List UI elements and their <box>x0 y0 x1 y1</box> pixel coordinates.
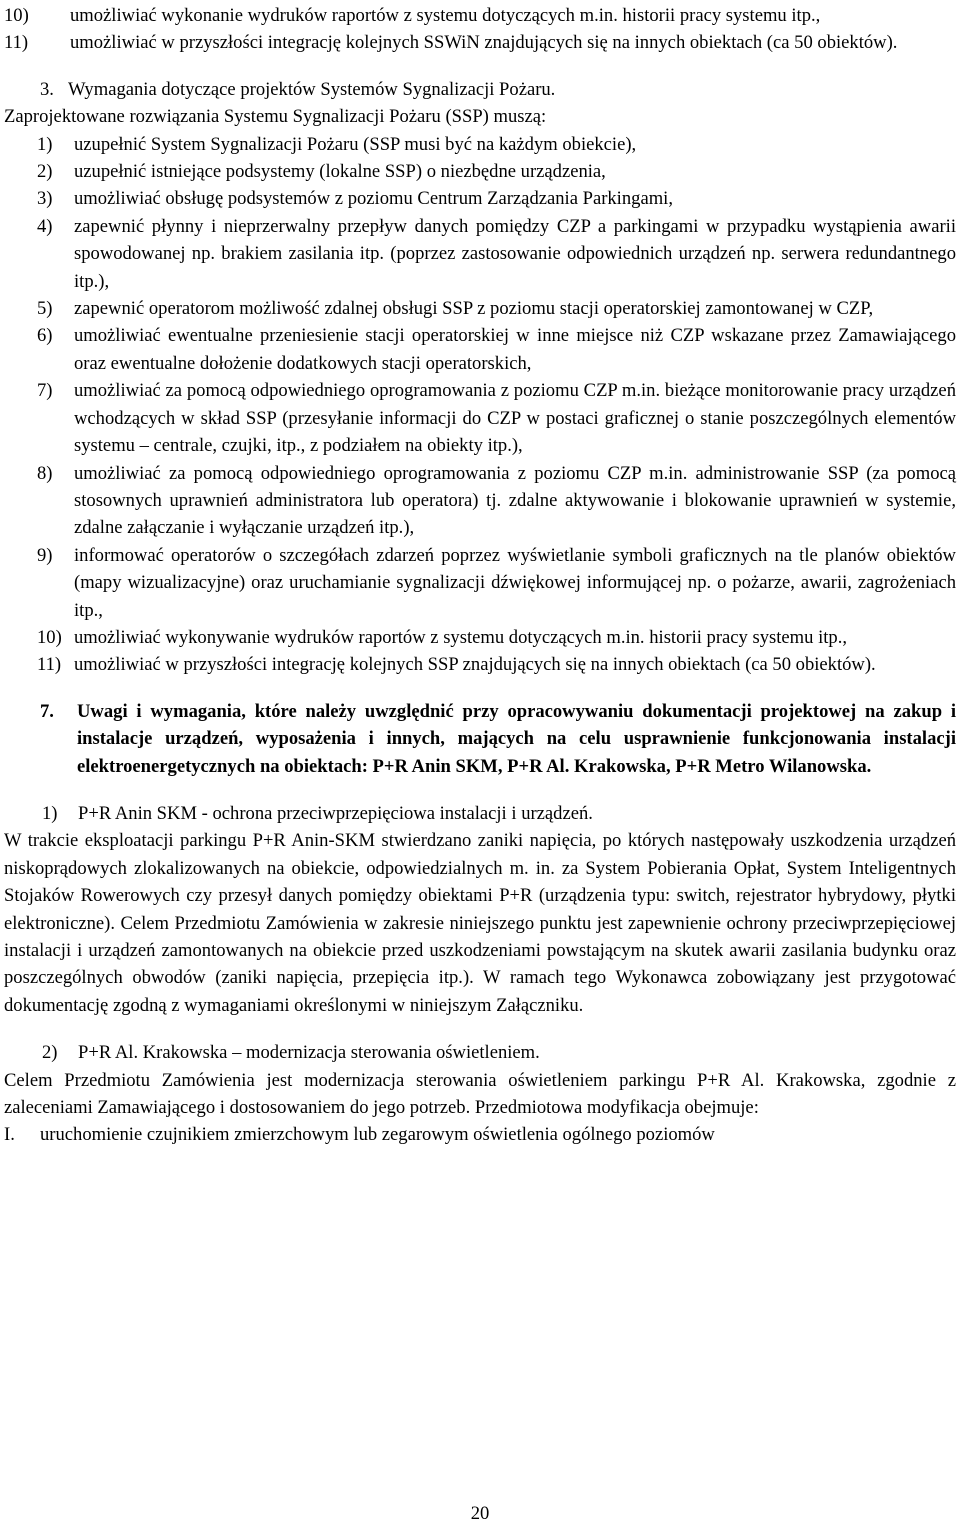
page-number: 20 <box>470 1503 490 1524</box>
item-number: 4) <box>37 215 53 237</box>
item-number: 10) <box>4 5 29 26</box>
item-number: 11) <box>37 654 62 676</box>
section-7-heading <box>4 698 956 780</box>
list-item <box>37 131 956 158</box>
item-number: 2) <box>37 161 53 183</box>
section-3-heading <box>4 76 956 103</box>
item-number: 9) <box>37 544 53 566</box>
list-item <box>37 158 956 185</box>
subsection-number: 1) <box>42 802 58 824</box>
item-text: umożliwiać za pomocą odpowiedniego oprogramowania z poziomu CZP m.in. bieżące monitorowanie pracy urządzeń wchodzących w skład SSP (przesyłanie informacji do CZP w postaci graficznej o stanie poszczególnych elementów systemu – centrale, czujki, itp., z podziałem na obiekty itp.), <box>74 380 956 457</box>
list-item <box>37 651 956 678</box>
subsection-1-heading <box>4 800 956 827</box>
list-item <box>37 542 956 624</box>
item-number: 3) <box>37 188 53 210</box>
section-title: Uwagi i wymagania, które należy uwzględnić przy opracowywaniu dokumentacji projektowej na zakup i instalacje urządzeń, wyposażenia i innych, mających na celu usprawnienie funkcjonowania instalacji elektroenergetycznych na obiektach: P+R Anin SKM, P+R Al. Krakowska, P+R Metro Wilanowska. <box>77 700 956 777</box>
subsection-title: P+R Al. Krakowska – modernizacja sterowania oświetleniem. <box>78 1042 540 1064</box>
paragraph-anin: W trakcie eksploatacji parkingu P+R Anin-SKM stwierdzano zaniki napięcia, po których następowały uszkodzenia urządzeń niskoprądowych zlokalizowanych na obiekcie, odpowiedzialnych m. in. za System Pobierania Opłat, System Inteligentnych Stojaków Rowerowych czy przesył danych pomiędzy obiektami P+R (urządzenia typu: switch, rejestrator hybrydowy, płytki elektroniczne). Celem Przedmiotu Zamówienia w zakresie niniejszego punktu jest zapewnienie ochrony przeciwprzepięciowej instalacji i urządzeń zamontowanych na obiekcie przed uszkodzeniami powstającym na skutek awarii zasilania budynku oraz poszczególnych obwodów (zaniki napięcia, przepięcia itp.). W ramach tego Wykonawca zobowiązany jest przygotować dokumentację zgodną z wymaganiami określonymi w niniejszym Załączniku. <box>4 830 956 1016</box>
item-text: umożliwiać wykonywanie wydruków raportów z systemu dotyczących m.in. historii pracy systemu itp., <box>74 626 848 648</box>
item-text: uzupełnić System Sygnalizacji Pożaru (SSP musi być na każdym obiekcie), <box>74 133 637 155</box>
item-text: umożliwiać w przyszłości integrację kolejnych SSP znajdujących się na innych obiektach (ca 50 obiektów). <box>74 654 876 676</box>
item-text: umożliwiać obsługę podsystemów z poziomu Centrum Zarządzania Parkingami, <box>74 188 673 210</box>
list-item <box>37 213 956 295</box>
paragraph-krakowska: Celem Przedmiotu Zamówienia jest modernizacja sterowania oświetleniem parkingu P+R Al. Krakowska, zgodnie z zaleceniami Zamawiającego i dostosowaniem do jego potrzeb. Przedmiotowa modyfikacja obejmuje: <box>4 1069 956 1119</box>
roman-number: I. <box>4 1124 15 1146</box>
item-number: 1) <box>37 133 53 155</box>
subsection-2-heading <box>4 1039 956 1066</box>
section-number: 7. <box>40 700 54 722</box>
list-item <box>37 185 956 212</box>
subsection-number: 2) <box>42 1042 58 1064</box>
list-item <box>37 322 956 377</box>
section-number: 3. <box>40 78 54 100</box>
item-number: 11) <box>4 32 29 54</box>
list-item <box>4 2 956 29</box>
item-text: umożliwiać ewentualne przeniesienie stacji operatorskiej w inne miejsce niż CZP wskazane przez Zamawiającego oraz ewentualne dołożenie dodatkowych stacji operatorskich, <box>74 325 956 374</box>
item-number: 6) <box>37 325 53 347</box>
item-number: 7) <box>37 380 53 402</box>
item-text: zapewnić płynny i nieprzerwalny przepływ danych pomiędzy CZP a parkingami w przypadku wystąpienia awarii spowodowanej np. brakiem zasilania itp. (poprzez zastosowanie odpowiednich urządzeń np. serwera redundantnego itp.), <box>74 215 956 292</box>
item-text: zapewnić operatorom możliwość zdalnej obsługi SSP z poziomu stacji operatorskiej zamontowanej w CZP, <box>74 298 874 320</box>
ssp-intro: Zaprojektowane rozwiązania Systemu Sygnalizacji Pożaru (SSP) muszą: <box>4 106 547 128</box>
item-number: 10) <box>37 626 62 648</box>
item-number: 5) <box>37 298 53 320</box>
item-text: informować operatorów o szczegółach zdarzeń poprzez wyświetlanie symboli graficznych na tle planów obiektów (mapy wizualizacyjne) oraz uruchamianie sygnalizacji dźwiękowej informującej np. o pożarze, awarii, zagrożeniach itp., <box>74 544 956 621</box>
list-item <box>37 377 956 459</box>
item-text: umożliwiać za pomocą odpowiedniego oprogramowania z poziomu CZP m.in. administrowanie SSP (za pomocą stosownych uprawnień administratora lub operatora) tj. zdalne aktywowanie i blokowanie uprawnień w systemie, zdalne załączanie i wyłączanie urządzeń itp.), <box>74 462 956 539</box>
list-item <box>4 29 956 56</box>
roman-list-item <box>4 1121 956 1148</box>
top-list <box>4 2 956 57</box>
item-number: 8) <box>37 462 53 484</box>
item-text: uzupełnić istniejące podsystemy (lokalne SSP) o niezbędne urządzenia, <box>74 161 606 183</box>
section-title: Wymagania dotyczące projektów Systemów Sygnalizacji Pożaru. <box>68 78 556 100</box>
subsection-title: P+R Anin SKM - ochrona przeciwprzepięciowa instalacji i urządzeń. <box>78 802 593 824</box>
list-item <box>37 295 956 322</box>
item-text: umożliwiać w przyszłości integrację kolejnych SSWiN znajdujących się na innych obiektach (ca 50 obiektów). <box>70 32 898 54</box>
list-item <box>37 624 956 651</box>
ssp-requirements-list <box>4 131 956 679</box>
item-text: umożliwiać wykonanie wydruków raportów z systemu dotyczących m.in. historii pracy systemu itp., <box>70 5 821 26</box>
item-text: uruchomienie czujnikiem zmierzchowym lub zegarowym oświetlenia ogólnego poziomów <box>40 1124 715 1146</box>
list-item <box>37 460 956 542</box>
